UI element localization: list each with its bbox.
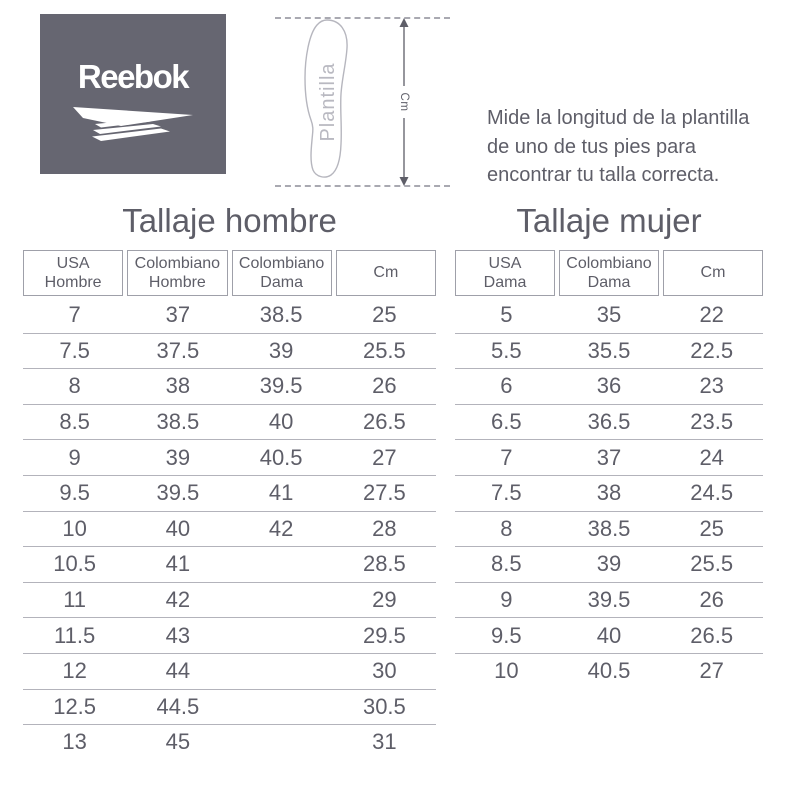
table-row [23,440,436,476]
table-cell: 12 [62,658,87,684]
table-row [455,476,763,512]
table-row [23,618,436,654]
header-row [23,250,436,296]
table-cell: 40 [268,409,294,435]
table-cell: 40 [165,515,191,541]
table-cell: 38.5 [259,302,303,328]
table-cell: 40.5 [587,658,631,684]
header-row [455,250,763,296]
table-row [455,618,763,654]
table-cell: 29.5 [362,622,406,648]
table-cell: 39.5 [259,373,303,399]
table-cell: 28 [372,515,397,541]
men-size-table [23,250,436,760]
table-cell: 40 [596,622,622,648]
column-header [559,250,659,296]
table-cell: 39.5 [156,480,200,506]
table-row [23,690,436,726]
table-cell: 39 [268,337,294,363]
table-row [455,334,763,370]
column-header-line: Cm [700,264,726,282]
table-cell: 10 [494,658,519,684]
table-cell: 37 [165,302,191,328]
table-row [455,369,763,405]
column-header-line: Colombiano [134,254,221,272]
table-row [23,512,436,548]
table-cell: 25.5 [362,337,406,363]
table-cell: 38.5 [156,409,200,435]
column-header [23,250,123,296]
table-cell: 29 [372,587,397,613]
table-cell: 22 [699,302,724,328]
table-row [455,298,763,334]
table-cell: 42 [268,515,294,541]
brand-logo-box [40,14,226,174]
table-cell: 9 [68,444,81,470]
table-row [23,369,436,405]
table-row [23,654,436,690]
table-cell: 9.5 [59,480,90,506]
table-row [23,405,436,441]
column-header-line: Dama [260,274,303,291]
table-cell: 38 [596,480,622,506]
table-cell: 37.5 [156,337,200,363]
column-header [127,250,227,296]
table-cell: 8.5 [59,409,90,435]
instructions-line: Mide la longitud de la plantilla [487,107,750,129]
table-row [455,583,763,619]
table-cell: 35.5 [587,337,631,363]
table-cell: 39.5 [587,587,631,613]
table-cell: 28.5 [362,551,406,577]
table-cell: 25.5 [690,551,734,577]
table-cell: 9.5 [491,622,522,648]
table-cell: 39 [596,551,622,577]
column-header-line: Cm [373,264,399,282]
table-cell: 43 [165,622,191,648]
table-cell: 30 [372,658,397,684]
table-cell: 27 [699,658,724,684]
column-header [455,250,555,296]
column-header-line: Colombiano [238,254,325,272]
table-cell: 37 [596,444,622,470]
women-size-table [455,250,763,689]
instructions-line: encontrar tu talla correcta. [487,164,720,186]
table-row [455,547,763,583]
table-cell: 44 [165,658,191,684]
column-header-line: Hombre [148,274,206,291]
table-cell: 26.5 [362,409,406,435]
women-section-title: Tallaje mujer [516,202,702,239]
table-cell: 42 [165,587,191,613]
table-cell: 23 [699,373,724,399]
table-cell: 36 [596,373,622,399]
table-cell: 24 [699,444,724,470]
table-cell: 11.5 [54,622,96,648]
column-header-line: Dama [587,274,631,291]
table-cell: 8.5 [491,551,522,577]
table-body [455,298,763,689]
table-row [23,583,436,619]
table-cell: 24.5 [690,480,734,506]
table-cell: 35 [596,302,622,328]
table-cell: 5 [500,302,513,328]
table-row [455,654,763,689]
table-cell: 12.5 [53,693,97,719]
column-header-line: Colombiano [566,254,652,272]
instructions-line: de uno de tus pies para [487,135,697,158]
table-cell: 41 [268,480,294,506]
table-cell: 8 [500,515,513,541]
table-row [23,476,436,512]
table-row [23,547,436,583]
table-cell: 7 [500,444,513,470]
column-header [232,250,332,296]
insole-label: Plantilla [317,62,339,142]
reebok-vector-icon [71,100,195,144]
table-cell: 10.5 [53,551,97,577]
table-cell: 39 [165,444,191,470]
table-cell: 23.5 [690,409,734,435]
table-cell: 27.5 [362,480,406,506]
table-cell: 22.5 [690,337,734,363]
table-cell: 10 [62,515,87,541]
table-cell: 40.5 [259,444,303,470]
table-cell: 25 [372,302,397,328]
table-cell: 13 [62,729,87,755]
table-cell: 44.5 [156,693,200,719]
table-cell: 6 [500,373,513,399]
table-row [23,298,436,334]
table-row [455,405,763,441]
table-cell: 27 [372,444,397,470]
table-row [23,334,436,370]
insole-measure-diagram [275,10,450,200]
table-cell: 31 [372,729,397,755]
men-section-title: Tallaje hombre [122,202,337,239]
measure-unit-label: Cm [396,86,412,118]
table-cell: 26 [372,373,397,399]
table-cell: 41 [165,551,191,577]
column-header [663,250,763,296]
table-cell: 9 [500,587,513,613]
table-row [455,512,763,548]
table-cell: 6.5 [491,409,522,435]
table-cell: 26.5 [690,622,734,648]
column-header-line: USA [488,254,522,272]
table-cell: 8 [68,373,81,399]
table-cell: 26 [699,587,724,613]
table-row [455,440,763,476]
table-cell: 11 [63,587,87,613]
column-header-line: Dama [483,274,527,291]
table-cell: 30.5 [362,693,406,719]
column-header [336,250,436,296]
table-cell: 7.5 [491,480,522,506]
table-cell: 25 [699,515,724,541]
table-cell: 36.5 [587,409,631,435]
table-cell: 38 [165,373,191,399]
instructions-text [487,104,749,190]
table-cell: 7.5 [59,337,90,363]
column-header-line: USA [56,254,90,272]
table-cell: 5.5 [491,337,522,363]
table-body [23,298,436,760]
table-row [23,725,436,760]
column-header-line: Hombre [44,274,102,291]
reebok-wordmark: Reebok [77,58,189,95]
table-cell: 45 [165,729,191,755]
table-cell: 38.5 [587,515,631,541]
table-cell: 7 [68,302,81,328]
